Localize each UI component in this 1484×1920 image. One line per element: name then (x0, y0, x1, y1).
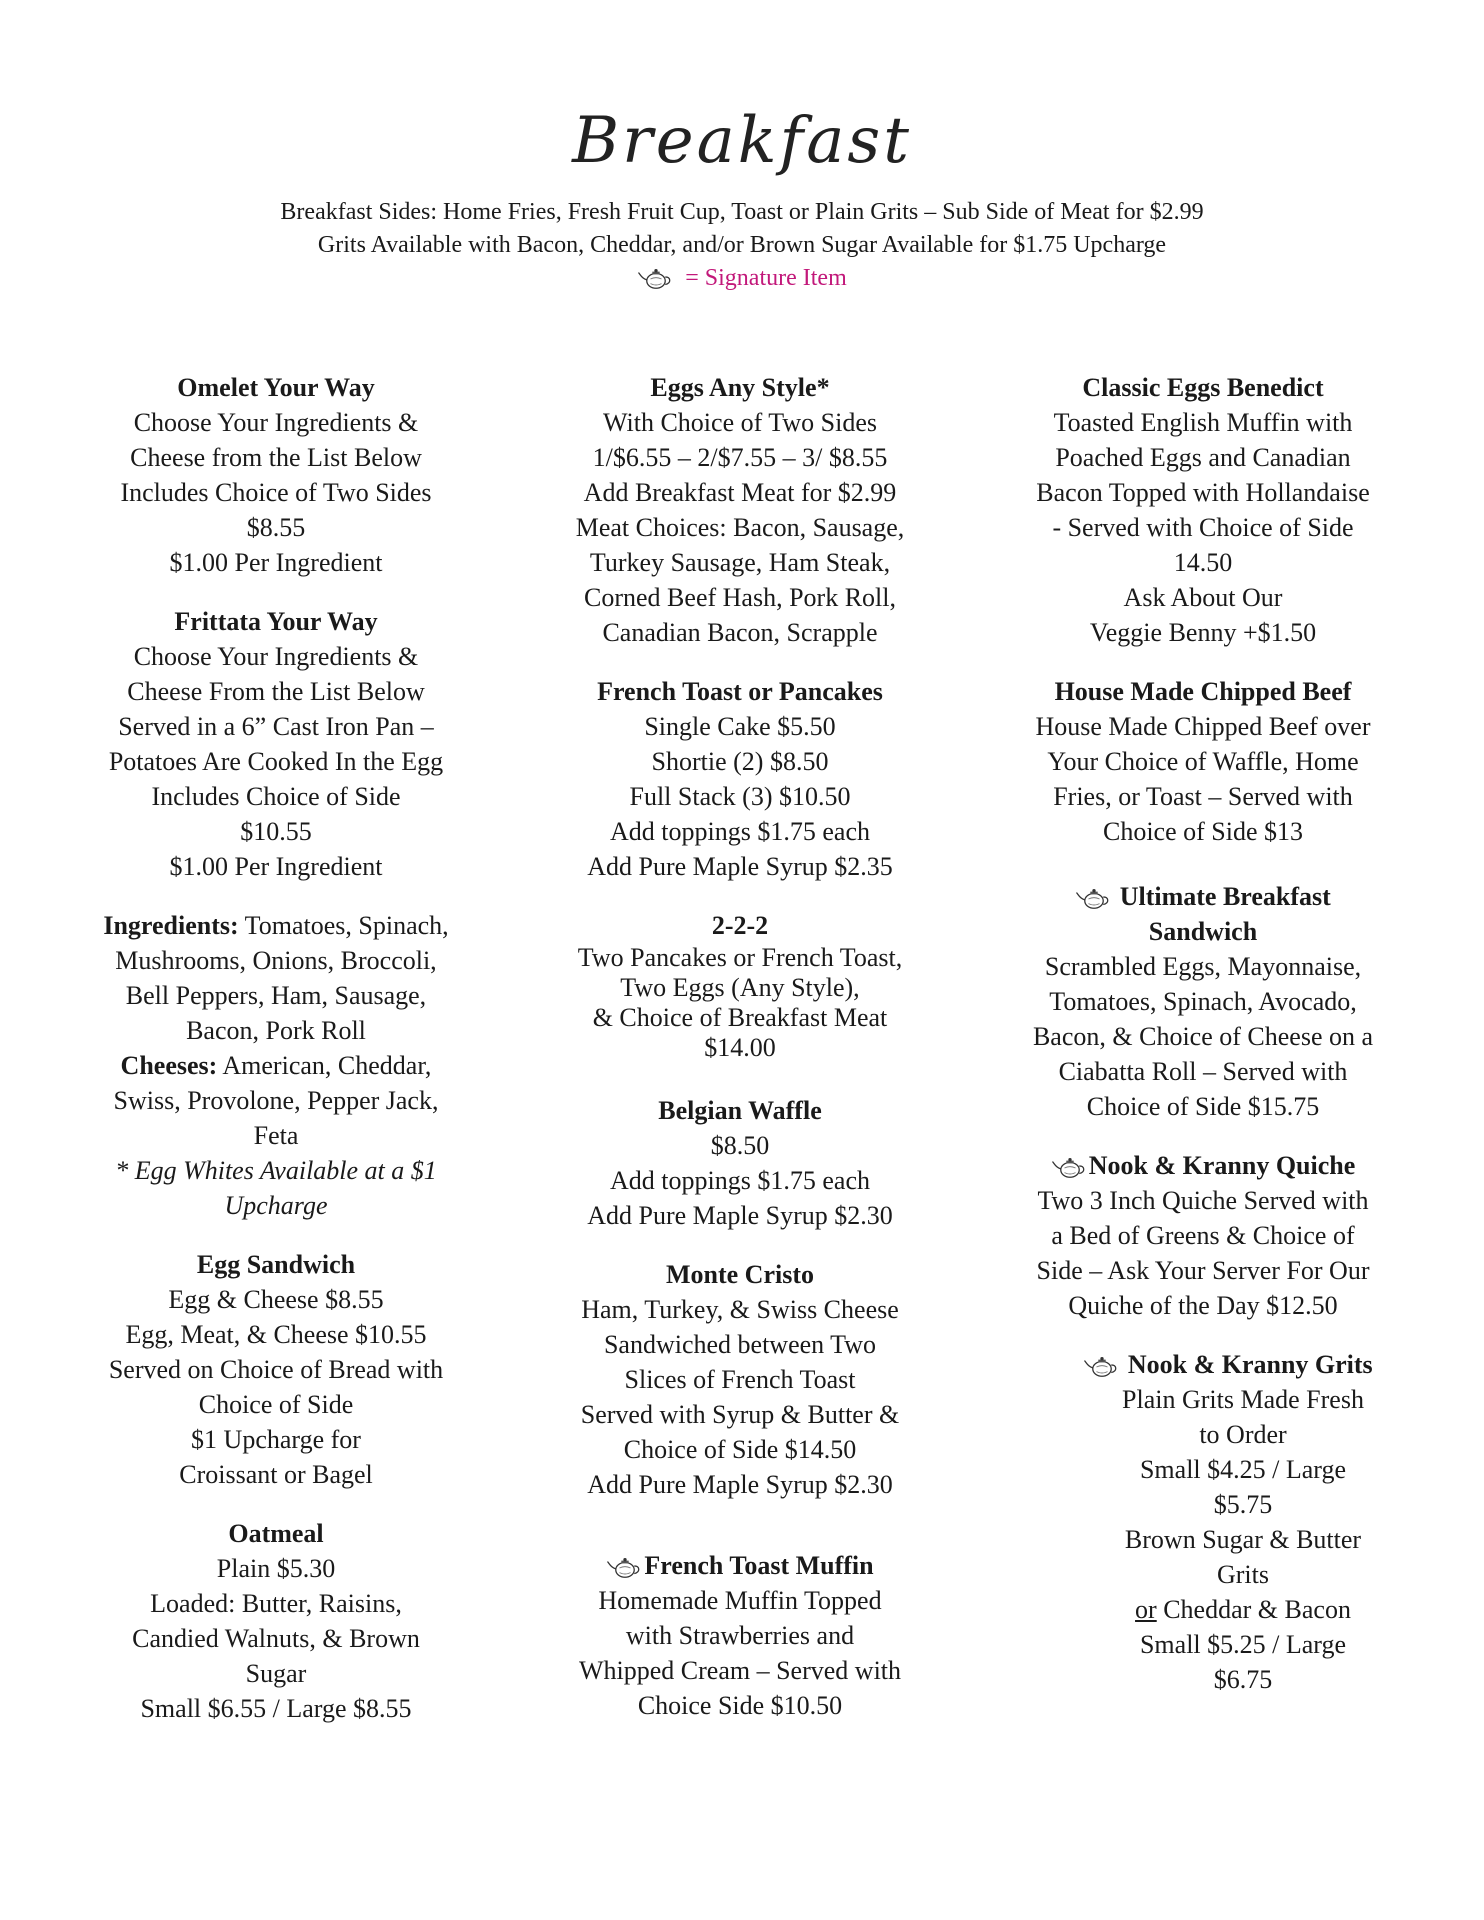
item-line: Toasted English Muffin with (1053, 408, 1353, 437)
item-line: Add Pure Maple Syrup $2.30 (587, 1470, 893, 1499)
item-line: Includes Choice of Side (151, 782, 401, 811)
item-line: Loaded: Butter, Raisins, (150, 1589, 402, 1618)
item-line: $1.00 Per Ingredient (169, 852, 383, 881)
item-line: Quiche of the Day $12.50 (1068, 1291, 1338, 1320)
item-line: Potatoes Are Cooked In the Egg (108, 747, 444, 776)
item-price: $8.55 (246, 513, 306, 542)
item-title: Eggs Any Style* (650, 373, 830, 402)
item-line: a Bed of Greens & Choice of (1051, 1221, 1355, 1250)
item-line: Grits (1217, 1560, 1269, 1589)
menu-item-oatmeal (76, 1516, 476, 1726)
item-line: Choice of Side (198, 1390, 354, 1419)
item-line: Mushrooms, Onions, Broccoli, (115, 946, 437, 975)
item-line: Side – Ask Your Server For Our (1036, 1256, 1370, 1285)
item-line: Whipped Cream – Served with (578, 1656, 902, 1685)
item-title-text: Nook & Kranny Quiche (1088, 1151, 1356, 1180)
ingredients-text: Tomatoes, Spinach, (244, 911, 449, 940)
ingredients-line (76, 908, 476, 943)
item-line: Your Choice of Waffle, Home (1047, 747, 1359, 776)
item-line: Egg, Meat, & Cheese $10.55 (125, 1320, 427, 1349)
menu-item-chipped-beef (1003, 674, 1403, 849)
ingredients-list (76, 908, 476, 1223)
item-line: Corned Beef Hash, Pork Roll, (584, 583, 896, 612)
signature-legend (0, 262, 1484, 301)
item-title-text: Ultimate Breakfast (1119, 882, 1331, 911)
item-line: Single Cake $5.50 (644, 712, 836, 741)
item-line: Ham, Turkey, & Swiss Cheese (581, 1295, 899, 1324)
item-line: With Choice of Two Sides (603, 408, 877, 437)
menu-item-omelet (76, 370, 476, 580)
item-line: Candied Walnuts, & Brown (132, 1624, 420, 1653)
item-title-second-line: Sandwich (1148, 917, 1258, 946)
item-line: Brown Sugar & Butter (1124, 1525, 1362, 1554)
cheeses-line (76, 1048, 476, 1083)
item-title: Belgian Waffle (658, 1096, 822, 1125)
item-line: Served in a 6” Cast Iron Pan – (118, 712, 434, 741)
menu-item-quiche (1003, 1148, 1403, 1323)
item-title (540, 1548, 940, 1583)
item-line: Swiss, Provolone, Pepper Jack, (113, 1086, 439, 1115)
menu-item-eggs-benedict (1003, 370, 1403, 650)
item-line: Feta (253, 1121, 299, 1150)
item-line: with Strawberries and (625, 1621, 855, 1650)
item-line: Croissant or Bagel (179, 1460, 373, 1489)
item-line: Sugar (245, 1659, 307, 1688)
cheeses-label: Cheeses: (120, 1051, 218, 1080)
item-line: Served with Syrup & Butter & (580, 1400, 900, 1429)
item-line: Full Stack (3) $10.50 (629, 782, 851, 811)
ingredients-label: Ingredients: (103, 911, 239, 940)
item-line: Fries, or Toast – Served with (1053, 782, 1353, 811)
menu-item-2-2-2 (540, 908, 940, 1063)
item-line: Two Eggs (Any Style), (620, 973, 860, 1002)
item-line: Add Pure Maple Syrup $2.30 (587, 1201, 893, 1230)
item-price: $5.75 (1213, 1490, 1273, 1519)
item-line: Ask About Our (1123, 583, 1283, 612)
item-line: Canadian Bacon, Scrapple (602, 618, 878, 647)
item-title: Classic Eggs Benedict (1082, 373, 1324, 402)
egg-whites-note: * Egg Whites Available at a $1 (115, 1156, 437, 1185)
item-line: Plain $5.30 (216, 1554, 336, 1583)
item-line (1073, 1592, 1413, 1627)
item-line: Bacon, & Choice of Cheese on a (1032, 1022, 1374, 1051)
item-line: Bell Peppers, Ham, Sausage, (125, 981, 427, 1010)
cheeses-text: American, Cheddar, (222, 1051, 432, 1080)
item-line: Shortie (2) $8.50 (651, 747, 829, 776)
teapot-icon (1051, 1156, 1089, 1180)
item-line: Small $5.25 / Large (1139, 1630, 1347, 1659)
item-line: Small $4.25 / Large (1139, 1455, 1347, 1484)
item-line: Add Breakfast Meat for $2.99 (583, 478, 897, 507)
teapot-icon (1083, 1355, 1121, 1379)
item-line: $1.00 Per Ingredient (169, 548, 383, 577)
item-line: House Made Chipped Beef over (1035, 712, 1371, 741)
item-title: Oatmeal (228, 1519, 324, 1548)
item-line: Ciabatta Roll – Served with (1058, 1057, 1348, 1086)
item-line: Choose Your Ingredients & (133, 408, 419, 437)
item-title (1003, 879, 1403, 914)
item-line: Veggie Benny +$1.50 (1089, 618, 1317, 647)
menu-item-belgian-waffle (540, 1093, 940, 1233)
item-line: Choice Side $10.50 (637, 1691, 843, 1720)
item-line: Includes Choice of Two Sides (120, 478, 432, 507)
menu-item-monte-cristo (540, 1257, 940, 1502)
item-line: Poached Eggs and Canadian (1055, 443, 1351, 472)
item-title (1003, 1148, 1403, 1183)
teapot-icon (606, 1556, 644, 1580)
item-line: Add Pure Maple Syrup $2.35 (587, 852, 893, 881)
item-line: Choice of Side $15.75 (1086, 1092, 1320, 1121)
teapot-icon (637, 267, 675, 291)
egg-whites-note: Upcharge (224, 1191, 328, 1220)
item-title (1043, 1347, 1413, 1382)
item-title-text: Nook & Kranny Grits (1127, 1350, 1373, 1379)
item-price: $14.00 (704, 1033, 776, 1062)
menu-item-egg-sandwich (76, 1247, 476, 1492)
item-line: Egg & Cheese $8.55 (168, 1285, 384, 1314)
item-line: Plain Grits Made Fresh (1122, 1385, 1364, 1414)
item-title-text: French Toast Muffin (644, 1551, 874, 1580)
menu-item-frittata (76, 604, 476, 884)
menu-item-french-toast-muffin (540, 1548, 940, 1723)
item-line: Choice of Side $14.50 (623, 1435, 857, 1464)
item-line: Two Pancakes or French Toast, (577, 943, 903, 972)
menu-column-left (76, 370, 476, 1750)
item-line: Two 3 Inch Quiche Served with (1037, 1186, 1369, 1215)
item-title: Monte Cristo (665, 1260, 814, 1289)
item-line: $1 Upcharge for (191, 1425, 361, 1454)
item-line: 1/$6.55 – 2/$7.55 – 3/ $8.55 (592, 443, 888, 472)
menu-item-eggs-any-style (540, 370, 940, 650)
item-line: Small $6.55 / Large $8.55 (140, 1694, 412, 1723)
item-title: Frittata Your Way (174, 607, 378, 636)
menu-column-middle (540, 370, 940, 1747)
item-line: & Choice of Breakfast Meat (592, 1003, 888, 1032)
menu-item-ultimate-breakfast-sandwich (1003, 879, 1403, 1124)
item-line: Served on Choice of Bread with (108, 1355, 444, 1384)
item-title: French Toast or Pancakes (597, 677, 883, 706)
item-line: Scrambled Eggs, Mayonnaise, (1044, 952, 1362, 981)
page-title: Breakfast (572, 104, 912, 178)
menu-column-right (1003, 370, 1403, 1721)
item-line: Slices of French Toast (624, 1365, 856, 1394)
item-line: Choice of Side $13 (1102, 817, 1304, 846)
item-price: 14.50 (1173, 548, 1233, 577)
item-title: House Made Chipped Beef (1054, 677, 1352, 706)
item-price: $8.50 (710, 1131, 770, 1160)
item-line: to Order (1199, 1420, 1287, 1449)
item-line: Choose Your Ingredients & (133, 642, 419, 671)
item-line: Tomatoes, Spinach, Avocado, (1049, 987, 1357, 1016)
item-line: Add toppings $1.75 each (610, 1166, 870, 1195)
item-line: Bacon Topped with Hollandaise (1036, 478, 1370, 507)
item-title: Omelet Your Way (177, 373, 375, 402)
item-line: Bacon, Pork Roll (186, 1016, 366, 1045)
item-line: Cheese From the List Below (127, 677, 425, 706)
item-line: Sandwiched between Two (603, 1330, 877, 1359)
intro-block (0, 196, 1484, 301)
menu-item-grits (1073, 1347, 1413, 1697)
item-price: $6.75 (1213, 1665, 1273, 1694)
sides-note: Breakfast Sides: Home Fries, Fresh Fruit Cup, Toast or Plain Grits – Sub Side of Meat for $2.99 (280, 199, 1204, 225)
or-rest: Cheddar & Bacon (1156, 1595, 1351, 1624)
teapot-icon (1075, 887, 1113, 911)
item-line: Cheese from the List Below (130, 443, 422, 472)
item-line: Add toppings $1.75 each (610, 817, 870, 846)
item-line: Turkey Sausage, Ham Steak, (589, 548, 891, 577)
item-price: $10.55 (240, 817, 312, 846)
item-line: - Served with Choice of Side (1052, 513, 1354, 542)
or-word: or (1135, 1595, 1157, 1624)
item-line: Homemade Muffin Topped (598, 1586, 882, 1615)
item-title: Egg Sandwich (196, 1250, 356, 1279)
signature-legend-text: = Signature Item (685, 265, 847, 291)
item-line: Meat Choices: Bacon, Sausage, (575, 513, 905, 542)
grits-note: Grits Available with Bacon, Cheddar, and/or Brown Sugar Available for $1.75 Upcharge (317, 232, 1167, 258)
item-title: 2-2-2 (711, 911, 769, 940)
menu-item-french-toast-pancakes (540, 674, 940, 884)
